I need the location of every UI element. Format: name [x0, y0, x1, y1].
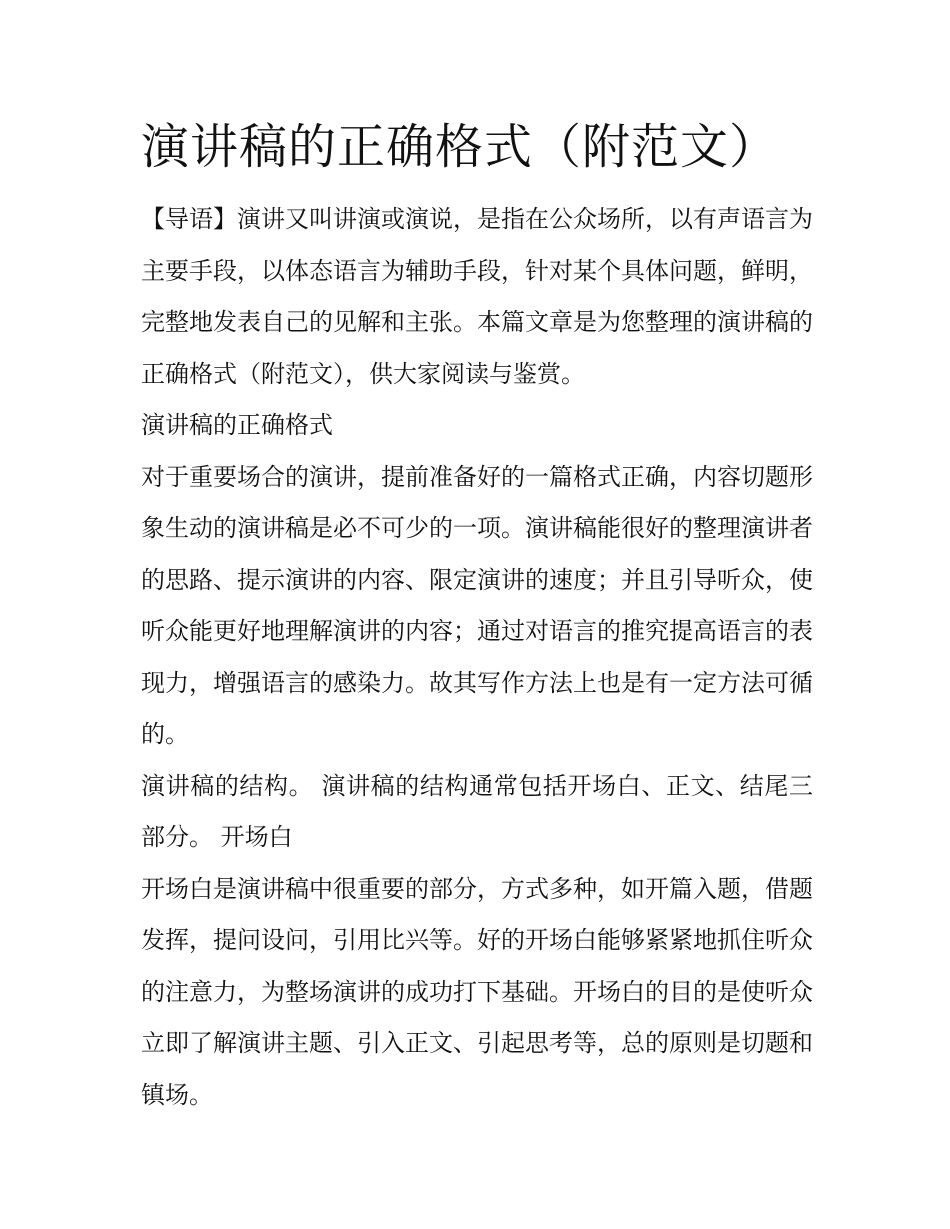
opening-paragraph: 开场白是演讲稿中很重要的部分，方式多种，如开篇入题，借题发挥，提问设问，引用比兴等。好的开场白能够紧紧地抓住听众的注意力，为整场演讲的成功打下基础。开场白的目的是使听众立即了解演讲主题、引入正文、引起思考等，总的原则是切题和镇场。: [141, 874, 813, 1109]
document-body: [141, 112, 813, 1121]
section-heading: 演讲稿的正确格式: [141, 411, 333, 439]
page-title: 演讲稿的正确格式（附范文）: [141, 119, 779, 175]
format-paragraph: 对于重要场合的演讲，提前准备好的一篇格式正确，内容切题形象生动的演讲稿是必不可少的一项。演讲稿能很好的整理演讲者的思路、提示演讲的内容、限定演讲的速度；并且引导听众，使听众能更好地理解演讲的内容；通过对语言的推究提高语言的表现力，增强语言的感染力。故其写作方法上也是有一定方法可循的。: [141, 462, 813, 748]
intro-paragraph: 【导语】演讲又叫讲演或演说，是指在公众场所，以有声语言为主要手段，以体态语言为辅助手段，针对某个具体问题，鲜明，完整地发表自己的见解和主张。本篇文章是为您整理的演讲稿的正确格式（附范文），供大家阅读与鉴赏。: [141, 205, 813, 388]
structure-paragraph: 演讲稿的结构。 演讲稿的结构通常包括开场白、正文、结尾三部分。 开场白: [141, 771, 813, 851]
